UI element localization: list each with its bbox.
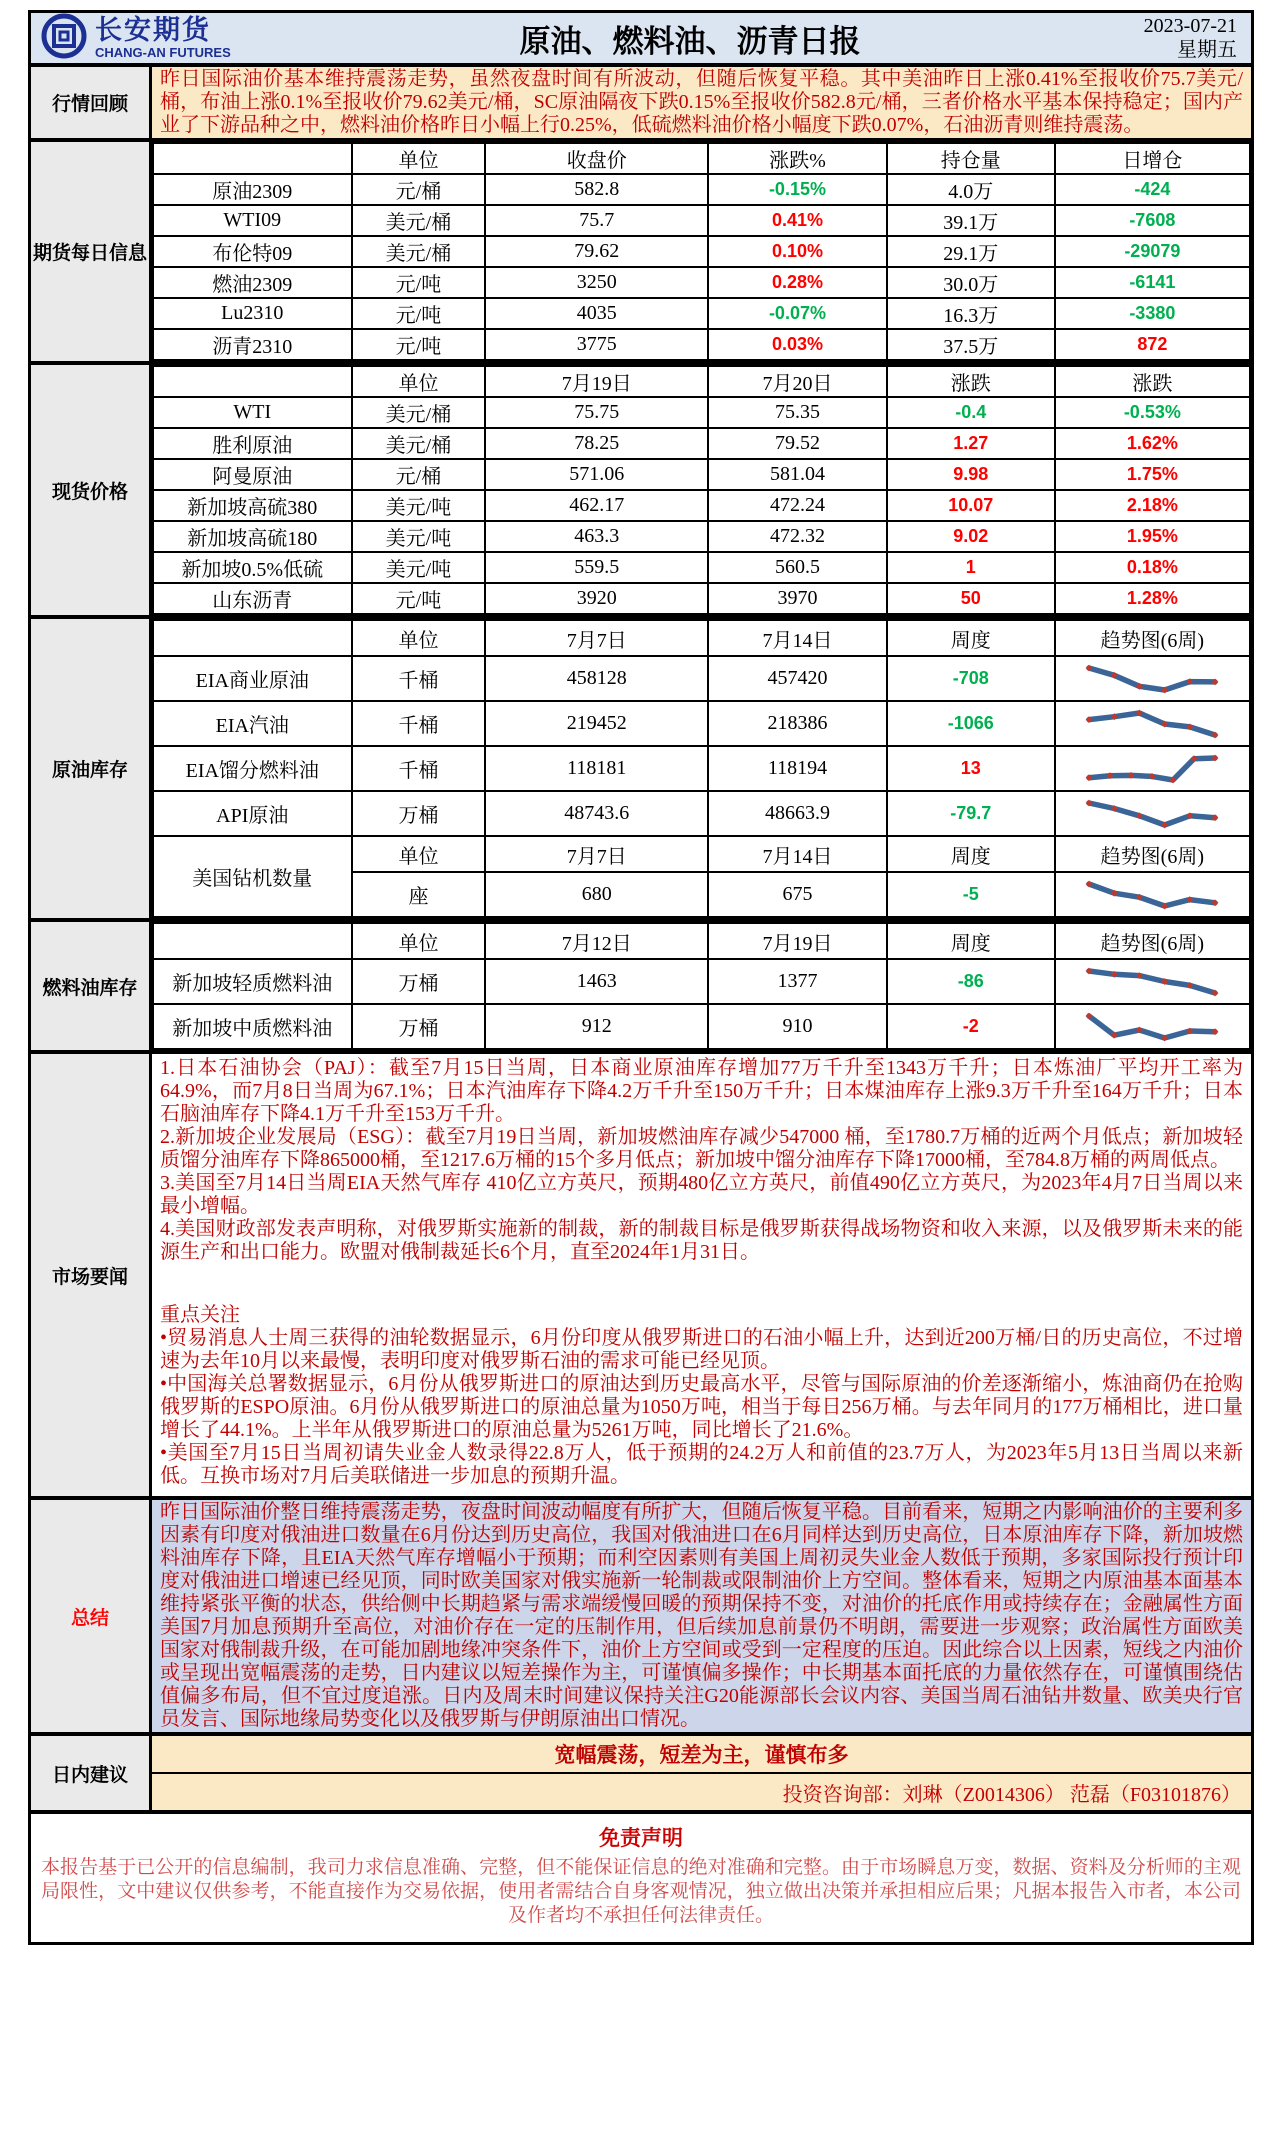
contract-name: Lu2310 xyxy=(153,298,352,329)
news-text-block xyxy=(152,1054,1251,1496)
table-row xyxy=(153,490,1250,521)
table-row xyxy=(153,298,1250,329)
section-market-news xyxy=(31,1050,1251,1496)
disclaimer-title: 免责声明 xyxy=(599,1826,683,1850)
report-document xyxy=(28,10,1254,1945)
header-unit: 单位 xyxy=(352,143,486,174)
change-pct: 0.41% xyxy=(708,205,887,236)
table-row xyxy=(153,656,1250,701)
table-row xyxy=(153,329,1250,360)
close-price: 75.7 xyxy=(485,205,708,236)
price-day2: 560.5 xyxy=(708,552,887,583)
unit: 千桶 xyxy=(352,701,486,746)
section-market-review xyxy=(31,63,1251,138)
close-price: 4035 xyxy=(485,298,708,329)
change-pct: -0.53% xyxy=(1055,397,1250,428)
product-name: 新加坡高硫180 xyxy=(153,521,352,552)
header-date1: 7月7日 xyxy=(485,620,708,656)
section-label-futures: 期货每日信息 xyxy=(31,142,152,361)
weekly-change: -5 xyxy=(887,872,1055,917)
product-name: 新加坡0.5%低硫 xyxy=(153,552,352,583)
news-paragraph: 4.美国财政部发表声明称，对俄罗斯实施新的制裁，新的制裁目标是俄罗斯获得战场物资和收入来源，以及俄罗斯未来的能源生产和出口能力。欧盟对俄制裁延长6个月，直至2024年1月31日。 xyxy=(160,1218,1243,1263)
unit: 美元/吨 xyxy=(352,552,486,583)
weekly-change: 13 xyxy=(887,746,1055,791)
unit: 元/吨 xyxy=(352,329,486,360)
unit: 元/吨 xyxy=(352,583,486,614)
section-label-fuel-inventory: 燃料油库存 xyxy=(31,922,152,1050)
news-paragraph: •美国至7月15日当周初请失业金人数录得22.8万人，低于预期的24.2万人和前值的23.7万人，为2023年5月13日当周以来新低。互换市场对7月后美联储进一步加息的预期升温。 xyxy=(160,1442,1243,1487)
header-trend-chart: 趋势图(6周) xyxy=(1055,620,1250,656)
unit: 美元/桶 xyxy=(352,397,486,428)
table-header-row xyxy=(153,366,1250,397)
header-weekly-change: 周度 xyxy=(887,836,1055,872)
header-blank xyxy=(153,143,352,174)
trend-sparkline xyxy=(1055,872,1250,917)
oi-change: -7608 xyxy=(1055,205,1250,236)
contract-name: 燃油2309 xyxy=(153,267,352,298)
table-row xyxy=(153,205,1250,236)
section-label-review: 行情回顾 xyxy=(31,67,152,138)
header-open-interest: 持仓量 xyxy=(887,143,1055,174)
section-spot-prices xyxy=(31,361,1251,615)
unit: 元/桶 xyxy=(352,459,486,490)
value-week2: 48663.9 xyxy=(708,791,887,836)
unit: 美元/吨 xyxy=(352,490,486,521)
unit: 万桶 xyxy=(352,791,486,836)
value-week2: 457420 xyxy=(708,656,887,701)
price-day1: 3920 xyxy=(485,583,708,614)
trend-sparkline xyxy=(1055,656,1250,701)
change-pct: -0.15% xyxy=(708,174,887,205)
change-value: 10.07 xyxy=(887,490,1055,521)
section-crude-inventory xyxy=(31,615,1251,918)
header-unit: 单位 xyxy=(352,620,486,656)
table-header-row xyxy=(153,143,1250,174)
news-paragraph: •中国海关总署数据显示，6月份从俄罗斯进口的原油达到历史最高水平，尽管与国际原油的价差逐渐缩小，炼油商仍在抢购俄罗斯的ESPO原油。6月份从俄罗斯进口的原油总量为1050万吨，相当于每日256万桶。与去年同月的177万桶相比，进口量增长了44.1%。上半年从俄罗斯进口的原油总量为5261万吨，同比增长了21.6%。 xyxy=(160,1373,1243,1441)
table-row xyxy=(153,746,1250,791)
unit: 元/吨 xyxy=(352,267,486,298)
weekly-change: -79.7 xyxy=(887,791,1055,836)
unit: 元/吨 xyxy=(352,298,486,329)
news-paragraph: 1.日本石油协会（PAJ）：截至7月15日当周，日本商业原油库存增加77万千升至1343万千升；日本炼油厂平均开工率为64.9%，而7月8日当周为67.1%；日本汽油库存下降4.2万千升至150万千升；日本煤油库存上涨9.3万千升至164万千升；日本石脑油库存下降4.1万千升至153万千升。 xyxy=(160,1057,1243,1125)
header-date1: 7月12日 xyxy=(485,923,708,959)
table-row xyxy=(153,583,1250,614)
futures-table xyxy=(152,142,1251,361)
unit: 座 xyxy=(352,872,486,917)
table-row xyxy=(153,552,1250,583)
header-unit: 单位 xyxy=(352,366,486,397)
section-label-spot: 现货价格 xyxy=(31,365,152,615)
oi-change: -424 xyxy=(1055,174,1250,205)
table-row xyxy=(153,428,1250,459)
table-row xyxy=(153,1004,1250,1049)
product-name: 新加坡高硫380 xyxy=(153,490,352,521)
consultants-line: 投资咨询部：刘琳（Z0014306） 范磊（F03101876） xyxy=(152,1774,1251,1810)
price-day2: 472.32 xyxy=(708,521,887,552)
unit: 美元/桶 xyxy=(352,236,486,267)
header-change-pct: 涨跌 xyxy=(1055,366,1250,397)
header-unit: 单位 xyxy=(352,923,486,959)
table-row xyxy=(153,267,1250,298)
value-week1: 219452 xyxy=(485,701,708,746)
company-logo xyxy=(31,13,313,64)
header-trend-chart: 趋势图(6周) xyxy=(1055,923,1250,959)
price-day1: 559.5 xyxy=(485,552,708,583)
unit: 千桶 xyxy=(352,656,486,701)
series-name: EIA馏分燃料油 xyxy=(153,746,352,791)
news-paragraph: 3.美国至7月14日当周EIA天然气库存 410亿立方英尺，预期480亿立方英尺，前值490亿立方英尺，为2023年4月7日当周以来最小增幅。 xyxy=(160,1172,1243,1217)
change-value: 9.02 xyxy=(887,521,1055,552)
news-paragraph: •贸易消息人士周三获得的油轮数据显示，6月份印度从俄罗斯进口的石油小幅上升，达到近200万桶/日的历史高位，不过增速为去年10月以来最慢，表明印度对俄罗斯石油的需求可能已经见顶。 xyxy=(160,1327,1243,1372)
header-oi-change: 日增仓 xyxy=(1055,143,1250,174)
weekly-change: -2 xyxy=(887,1004,1055,1049)
change-value: 9.98 xyxy=(887,459,1055,490)
series-name: EIA商业原油 xyxy=(153,656,352,701)
header-blank xyxy=(153,366,352,397)
table-row xyxy=(153,791,1250,836)
series-name: 新加坡中质燃料油 xyxy=(153,1004,352,1049)
value-week2: 1377 xyxy=(708,959,887,1004)
contract-name: 原油2309 xyxy=(153,174,352,205)
header-close: 收盘价 xyxy=(485,143,708,174)
change-value: -0.4 xyxy=(887,397,1055,428)
header-date2: 7月19日 xyxy=(708,923,887,959)
oi-change: -29079 xyxy=(1055,236,1250,267)
header-date2: 7月20日 xyxy=(708,366,887,397)
value-week1: 1463 xyxy=(485,959,708,1004)
value-week2: 218386 xyxy=(708,701,887,746)
section-futures-daily xyxy=(31,138,1251,361)
table-subheader-row xyxy=(153,836,1250,872)
unit: 万桶 xyxy=(352,959,486,1004)
unit: 美元/桶 xyxy=(352,205,486,236)
weekly-change: -86 xyxy=(887,959,1055,1004)
change-pct: -0.07% xyxy=(708,298,887,329)
header-change: 涨跌 xyxy=(887,366,1055,397)
open-interest: 4.0万 xyxy=(887,174,1055,205)
value-week2: 118194 xyxy=(708,746,887,791)
header-weekly-change: 周度 xyxy=(887,620,1055,656)
table-row xyxy=(153,959,1250,1004)
section-label-summary: 总结 xyxy=(31,1500,152,1732)
company-name-en: CHANG-AN FUTURES xyxy=(95,45,231,60)
oi-change: -3380 xyxy=(1055,298,1250,329)
header-blank xyxy=(153,620,352,656)
disclaimer-text: 本报告基于已公开的信息编制，我司力求信息准确、完整，但不能保证信息的绝对准确和完整。由于市场瞬息万变，数据、资料及分析师的主观局限性，文中建议仅供参考，不能直接作为交易依据，使用者需结合自身客观情况，独立做出决策并承担相应后果；凡据本报告入市者，本公司及作者均不承担任何法律责任。 xyxy=(41,1857,1241,1926)
trend-sparkline xyxy=(1055,959,1250,1004)
value-week1: 912 xyxy=(485,1004,708,1049)
price-day1: 463.3 xyxy=(485,521,708,552)
header-blank xyxy=(153,923,352,959)
value-week1: 458128 xyxy=(485,656,708,701)
date-value: 2023-07-21 xyxy=(1143,15,1237,37)
spot-table xyxy=(152,365,1251,615)
change-value: 50 xyxy=(887,583,1055,614)
header-trend-chart: 趋势图(6周) xyxy=(1055,836,1250,872)
change-pct: 1.28% xyxy=(1055,583,1250,614)
report-title: 原油、燃料油、沥青日报 xyxy=(519,23,861,59)
trend-sparkline xyxy=(1055,791,1250,836)
change-pct: 0.10% xyxy=(708,236,887,267)
close-price: 582.8 xyxy=(485,174,708,205)
table-row xyxy=(153,397,1250,428)
open-interest: 16.3万 xyxy=(887,298,1055,329)
unit: 千桶 xyxy=(352,746,486,791)
oi-change: 872 xyxy=(1055,329,1250,360)
section-fuel-inventory xyxy=(31,918,1251,1050)
coin-emblem-icon xyxy=(41,13,87,64)
product-name: 山东沥青 xyxy=(153,583,352,614)
report-header xyxy=(31,13,1251,63)
price-day2: 472.24 xyxy=(708,490,887,521)
table-row xyxy=(153,459,1250,490)
close-price: 3775 xyxy=(485,329,708,360)
header-date1: 7月7日 xyxy=(485,836,708,872)
crude-inventory-table xyxy=(152,619,1251,918)
change-pct: 0.18% xyxy=(1055,552,1250,583)
header-unit: 单位 xyxy=(352,836,486,872)
weekly-change: -1066 xyxy=(887,701,1055,746)
header-change-pct: 涨跌% xyxy=(708,143,887,174)
section-label-crude-inventory: 原油库存 xyxy=(31,619,152,918)
fuel-inventory-table xyxy=(152,922,1251,1050)
header-date1: 7月19日 xyxy=(485,366,708,397)
trend-sparkline xyxy=(1055,1004,1250,1049)
change-pct: 0.03% xyxy=(708,329,887,360)
change-value: 1.27 xyxy=(887,428,1055,459)
section-label-advice: 日内建议 xyxy=(31,1736,152,1810)
table-row xyxy=(153,236,1250,267)
contract-name: WTI09 xyxy=(153,205,352,236)
open-interest: 30.0万 xyxy=(887,267,1055,298)
weekly-change: -708 xyxy=(887,656,1055,701)
weekday-value: 星期五 xyxy=(1177,39,1237,61)
company-name-cn: 长安期货 xyxy=(95,15,211,45)
value-week1: 118181 xyxy=(485,746,708,791)
change-pct: 1.62% xyxy=(1055,428,1250,459)
table-header-row xyxy=(153,923,1250,959)
series-name: 新加坡轻质燃料油 xyxy=(153,959,352,1004)
header-date2: 7月14日 xyxy=(708,836,887,872)
series-name: EIA汽油 xyxy=(153,701,352,746)
trend-sparkline xyxy=(1055,746,1250,791)
trend-sparkline xyxy=(1055,701,1250,746)
product-name: 阿曼原油 xyxy=(153,459,352,490)
summary-text: 昨日国际油价整日维持震荡走势，夜盘时间波动幅度有所扩大，但随后恢复平稳。目前看来，短期之内影响油价的主要利多因素有印度对俄油进口数量在6月份达到历史高位，我国对俄油进口在6月同样达到历史高位，日本原油库存下降，新加坡燃料油库存下降，且EIA天然气库存增幅小于预期；而利空因素则有美国上周初灵失业金人数低于预期，多家国际投行预计印度对俄油进口增速已经见顶，同时欧美国家对俄实施新一轮制裁或限制油价上方空间。整体看来，短期之内原油基本面基本维持紧张平衡的状态，供给侧中长期趋紧与需求端缓慢回暖的预期保持不变，对油价的托底作用或持续存在；金融属性方面美国7月加息预期升至高位，对油价存在一定的压制作用，但后续加息前景仍不明朗，需要进一步观察；政治属性方面欧美国家对俄制裁升级，在可能加剧地缘冲突条件下，油价上方空间或受到一定程度的压迫。因此综合以上因素，短线之内油价或呈现出宽幅震荡的走势，日内建议以短差操作为主，可谨慎偏多操作；中长期基本面托底的力量依然存在，可谨慎围绕估值偏多布局，但不宜过度追涨。日内及周末时间建议保持关注G20能源部长会议内容、美国当周石油钻井数量、欧美央行官员发言、国际地缘局势变化以及俄罗斯与伊朗原油出口情况。 xyxy=(160,1501,1243,1730)
value-week2: 675 xyxy=(708,872,887,917)
value-week1: 48743.6 xyxy=(485,791,708,836)
close-price: 79.62 xyxy=(485,236,708,267)
unit: 元/桶 xyxy=(352,174,486,205)
table-row xyxy=(153,521,1250,552)
header-date2: 7月14日 xyxy=(708,620,887,656)
open-interest: 29.1万 xyxy=(887,236,1055,267)
open-interest: 37.5万 xyxy=(887,329,1055,360)
report-date xyxy=(1067,14,1251,62)
price-day1: 571.06 xyxy=(485,459,708,490)
change-pct: 0.28% xyxy=(708,267,887,298)
section-label-news: 市场要闻 xyxy=(31,1054,152,1496)
price-day2: 3970 xyxy=(708,583,887,614)
review-text: 昨日国际油价基本维持震荡走势，虽然夜盘时间有所波动，但随后恢复平稳。其中美油昨日上涨0.41%至报收价75.7美元/桶，布油上涨0.1%至报收价79.62美元/桶，SC原油隔夜下跌0.15%至报收价582.8元/桶，三者价格水平基本保持稳定；国内产业了下游品种之中，燃料油价格昨日小幅上行0.25%，低硫燃料油价格小幅度下跌0.07%，石油沥青则维持震荡。 xyxy=(160,68,1243,136)
unit: 万桶 xyxy=(352,1004,486,1049)
section-daily-advice xyxy=(31,1732,1251,1810)
price-day1: 462.17 xyxy=(485,490,708,521)
table-header-row xyxy=(153,620,1250,656)
value-week1: 680 xyxy=(485,872,708,917)
oi-change: -6141 xyxy=(1055,267,1250,298)
price-day2: 75.35 xyxy=(708,397,887,428)
change-value: 1 xyxy=(887,552,1055,583)
table-row xyxy=(153,701,1250,746)
product-name: WTI xyxy=(153,397,352,428)
contract-name: 沥青2310 xyxy=(153,329,352,360)
product-name: 胜利原油 xyxy=(153,428,352,459)
series-name: API原油 xyxy=(153,791,352,836)
unit: 美元/桶 xyxy=(352,428,486,459)
value-week2: 910 xyxy=(708,1004,887,1049)
change-pct: 1.95% xyxy=(1055,521,1250,552)
table-row xyxy=(153,174,1250,205)
advice-text: 宽幅震荡，短差为主，谨慎布多 xyxy=(152,1736,1251,1774)
rig-count-label: 美国钻机数量 xyxy=(153,836,352,917)
section-disclaimer xyxy=(31,1810,1251,1942)
section-summary xyxy=(31,1496,1251,1732)
open-interest: 39.1万 xyxy=(887,205,1055,236)
change-pct: 2.18% xyxy=(1055,490,1250,521)
contract-name: 布伦特09 xyxy=(153,236,352,267)
price-day2: 79.52 xyxy=(708,428,887,459)
change-pct: 1.75% xyxy=(1055,459,1250,490)
price-day2: 581.04 xyxy=(708,459,887,490)
unit: 美元/吨 xyxy=(352,521,486,552)
price-day1: 78.25 xyxy=(485,428,708,459)
header-weekly-change: 周度 xyxy=(887,923,1055,959)
news-paragraph: 2.新加坡企业发展局（ESG）：截至7月19日当周，新加坡燃油库存减少547000 桶，至1780.7万桶的近两个月低点；新加坡轻质馏分油库存下降865000桶，至1217.6万桶的15个多月低点；新加坡中馏分油库存下降17000桶，至784.8万桶的两周低点。 xyxy=(160,1126,1243,1171)
close-price: 3250 xyxy=(485,267,708,298)
news-focus-heading: 重点关注 xyxy=(160,1304,240,1326)
price-day1: 75.75 xyxy=(485,397,708,428)
